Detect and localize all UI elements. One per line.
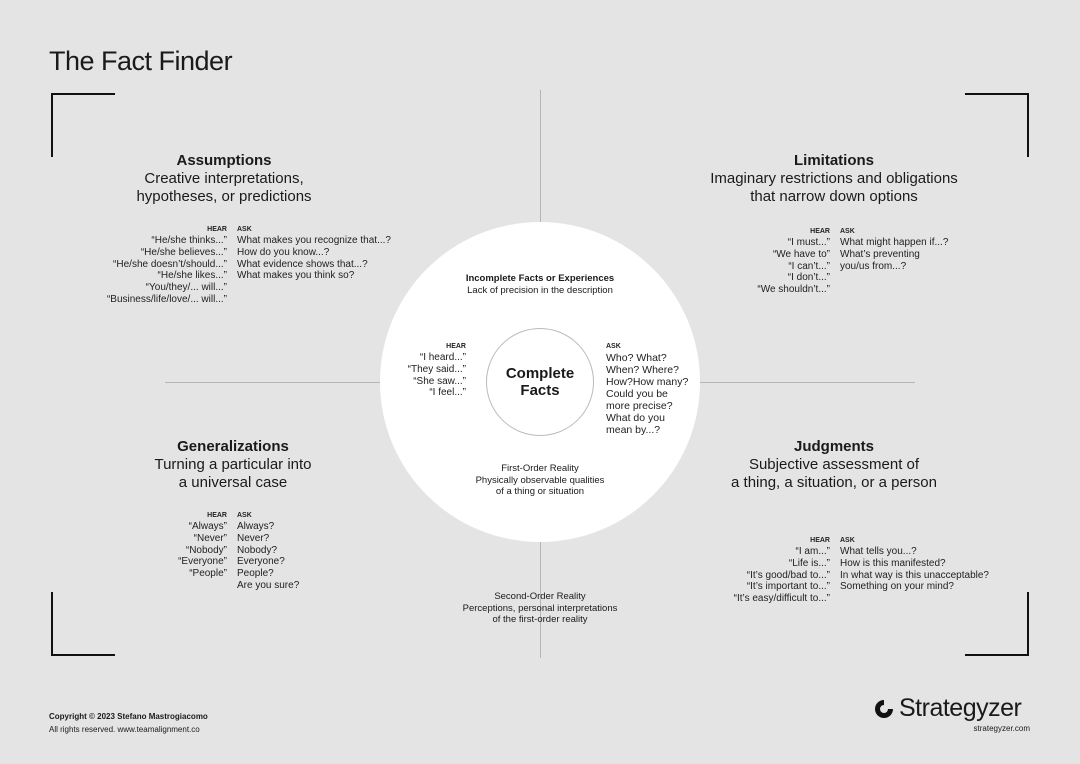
ask-question: Everyone? — [237, 556, 285, 568]
hear-column — [0, 226, 830, 296]
limitations-heading — [684, 152, 984, 205]
heading: Assumptions — [176, 152, 272, 169]
ask-question: Are you sure? — [237, 579, 300, 591]
ask-question: How do you know...? — [237, 246, 330, 258]
hear-phrase: “Never” — [193, 532, 227, 544]
ask-question: What evidence shows that...? — [237, 258, 368, 270]
subtitle: that narrow down options — [750, 187, 918, 205]
ask-question: People? — [237, 568, 274, 580]
ask-question: Something on your mind? — [840, 581, 954, 593]
ask-question: Could you be — [606, 388, 668, 400]
hear-label: HEAR — [446, 343, 466, 350]
subtitle: Subjective assessment of — [748, 456, 920, 473]
subtitle: hypotheses, or predictions — [136, 187, 312, 205]
hear-phrase: “He/she doesn’t/should...” — [113, 258, 227, 270]
subtitle: Creative interpretations, — [144, 170, 304, 187]
hear-phrase: “Everyone” — [178, 556, 227, 568]
copyright: Copyright © 2023 Stefano Mastrogiacomo — [49, 712, 208, 721]
ask-column — [840, 535, 989, 605]
corner-bracket — [51, 93, 115, 157]
label-sub: Lack of precision in the description — [467, 284, 613, 296]
ask-question: Never? — [237, 532, 270, 544]
strategyzer-logo-icon — [873, 698, 895, 720]
ask-question: What makes you think so? — [237, 270, 355, 282]
corner-bracket — [965, 93, 1029, 157]
axis-line — [540, 90, 541, 222]
ask-question: What’s preventing — [840, 248, 920, 260]
hear-phrase: “He/she believes...” — [140, 246, 227, 258]
page-title: The Fact Finder — [49, 46, 233, 76]
center-title: Complete — [505, 365, 575, 382]
center-hear-ask — [380, 341, 688, 436]
axis-line — [165, 382, 380, 383]
label-sub: of the first-order reality — [492, 614, 588, 625]
label-title: First-Order Reality — [501, 463, 579, 474]
hear-label: HEAR — [810, 537, 830, 544]
ask-question: How?How many? — [606, 376, 689, 388]
hear-label: HEAR — [207, 226, 227, 233]
footer — [49, 710, 208, 736]
ask-question: What makes you recognize that...? — [237, 235, 391, 246]
ask-question: Nobody? — [237, 544, 278, 556]
rights: All rights reserved. www.teamalignment.co — [49, 725, 200, 734]
subtitle: Imaginary restrictions and obligations — [710, 170, 958, 187]
ask-column — [840, 226, 948, 296]
hear-phrase: “It’s easy/difficult to...” — [733, 593, 830, 605]
hear-phrase: “I am...” — [795, 546, 830, 557]
heading: Judgments — [793, 438, 874, 455]
ask-label: ASK — [840, 537, 855, 544]
hear-phrase: “It’s important to...” — [746, 581, 830, 593]
hear-label: HEAR — [207, 512, 227, 519]
hear-phrase: “Always” — [188, 521, 227, 532]
hear-phrase: “You/they/... will...” — [145, 282, 227, 294]
generalizations-heading — [83, 438, 383, 491]
ask-question: What tells you...? — [840, 546, 917, 557]
ask-question: What might happen if...? — [840, 237, 949, 248]
hear-phrase: “We shouldn’t...” — [757, 284, 830, 296]
ask-label: ASK — [237, 512, 252, 519]
label-title: Incomplete Facts or Experiences — [465, 273, 615, 284]
hear-phrase: “Nobody” — [185, 544, 227, 556]
hear-phrase: “I must...” — [787, 237, 830, 248]
ask-question: more precise? — [606, 400, 673, 412]
brand-name: Strategyzer — [899, 694, 1022, 722]
subtitle: Turning a particular into — [154, 456, 312, 473]
label-sub: Perceptions, personal interpretations — [462, 602, 618, 614]
axis-line — [700, 382, 915, 383]
hear-phrase: “We have to” — [772, 248, 830, 260]
label-sub: of a thing or situation — [495, 486, 585, 497]
ask-question: How is this manifested? — [840, 557, 946, 569]
subtitle: a thing, a situation, or a person — [731, 473, 937, 491]
ask-label: ASK — [237, 226, 252, 233]
hear-phrase: “I don’t...” — [787, 272, 830, 284]
hear-phrase: “It’s good/bad to...” — [746, 569, 830, 581]
ask-question: you/us from...? — [840, 260, 907, 272]
incomplete-facts-label — [430, 273, 650, 296]
subtitle: a universal case — [178, 473, 288, 491]
hear-phrase: “They said...” — [407, 363, 466, 375]
heading: Limitations — [793, 152, 874, 169]
first-order-label — [430, 463, 650, 498]
brand-url: strategyzer.com — [973, 724, 1030, 733]
hear-phrase: “People” — [189, 568, 227, 580]
label-title: Second-Order Reality — [494, 591, 586, 602]
ask-question: Always? — [237, 521, 275, 532]
ask-question: What do you — [606, 412, 665, 424]
center-title: Facts — [520, 382, 560, 399]
ask-question: In what way is this unacceptable? — [840, 569, 989, 581]
hear-phrase: “He/she thinks...” — [151, 235, 227, 246]
hear-phrase: “Business/life/love/... will...” — [106, 293, 227, 305]
hear-phrase: “Life is...” — [788, 557, 830, 569]
hear-phrase: “I can’t...” — [788, 260, 830, 272]
ask-question: When? Where? — [606, 364, 679, 376]
ask-column — [606, 341, 688, 436]
hear-phrase: “She saw...” — [413, 375, 466, 387]
ask-question: Who? What? — [606, 352, 667, 364]
ask-question: mean by...? — [606, 424, 661, 436]
hear-phrase: “I feel...” — [429, 387, 466, 399]
ask-label: ASK — [840, 228, 855, 235]
hear-column — [0, 532, 830, 605]
hear-label: HEAR — [810, 228, 830, 235]
label-sub: Physically observable qualities — [475, 474, 605, 486]
hear-column — [380, 341, 466, 436]
hear-phrase: “He/she likes...” — [157, 270, 227, 282]
hear-phrase: “I heard...” — [419, 352, 466, 363]
judgments-heading — [684, 438, 984, 491]
assumptions-heading — [74, 152, 374, 205]
heading: Generalizations — [177, 438, 289, 455]
second-order-label — [430, 591, 650, 626]
strategyzer-logo — [873, 694, 1021, 723]
ask-label: ASK — [606, 343, 621, 350]
